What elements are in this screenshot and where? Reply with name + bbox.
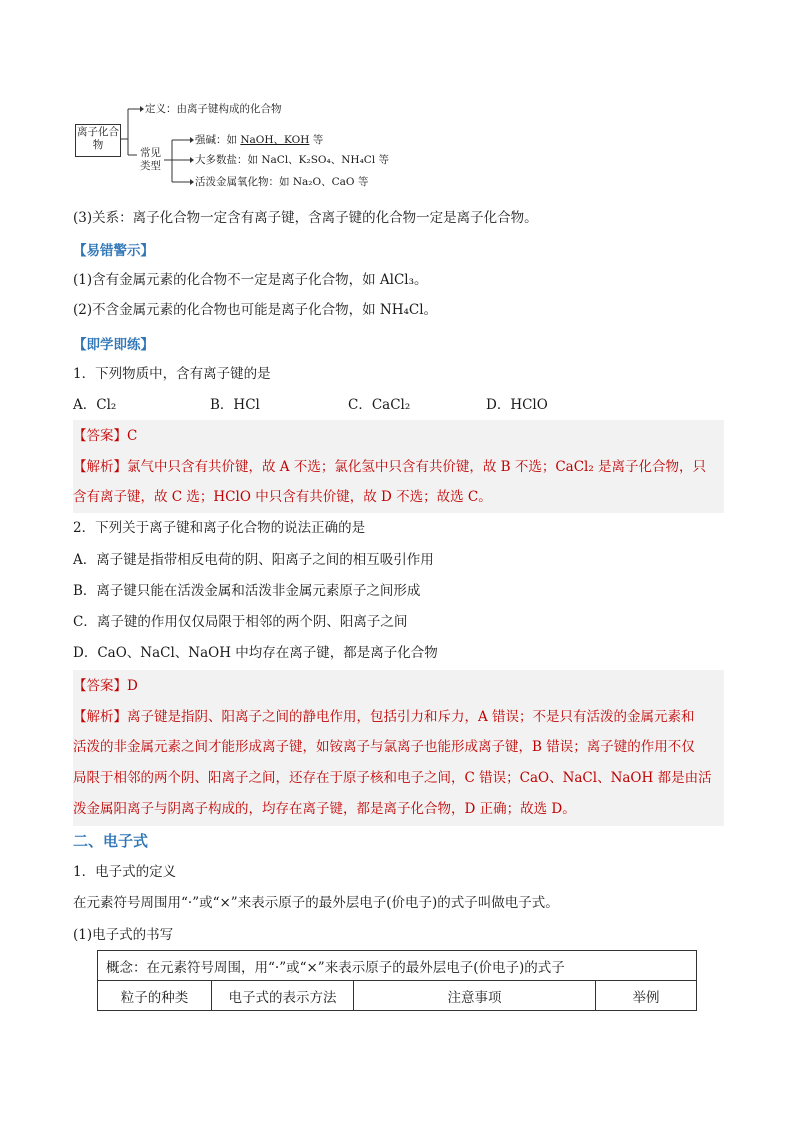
q2-analysis-line: 局限于相邻的两个阴、阳离子之间，还存在于原子核和电子之间，C 错误；CaO、NaCl、NaOH 都是由活 <box>73 770 712 786</box>
q1-option-b: B．HCl <box>210 397 260 413</box>
q1-option-c: C．CaCl₂ <box>348 397 411 413</box>
question-1-stem: 1．下列物质中，含有离子键的是 <box>73 366 271 382</box>
diagram-types-label: 常见类型 <box>140 147 161 172</box>
table-header-representation: 电子式的表示方法 <box>212 981 354 1011</box>
q2-answer-block <box>73 670 724 826</box>
q1-option-d: D．HClO <box>486 397 548 413</box>
warning-item: (2)不含金属元素的化合物也可能是离子化合物，如 NH₄Cl。 <box>73 302 438 318</box>
q2-analysis-line: 泼金属阳离子与阴离子构成的，均存在离子键，都是离子化合物，D 正确；故选 D。 <box>73 801 576 817</box>
diagram-type-strong-base: 强碱：如 NaOH、KOH 等 <box>195 134 324 146</box>
diagram-type-salts: 大多数盐：如 NaCl、K₂SO₄、NH₄Cl 等 <box>195 154 390 166</box>
q1-analysis-line: 【解析】氯气中只含有共价键，故 A 不选；氯化氢中只含有共价键，故 B 不选；CaCl₂ 是离子化合物，只 <box>73 459 707 475</box>
q2-option-c: C．离子键的作用仅仅局限于相邻的两个阴、阳离子之间 <box>73 614 408 630</box>
warning-title: 【易错警示】 <box>73 243 154 259</box>
table-header-notes: 注意事项 <box>354 981 596 1011</box>
diagram-definition: 定义：由离子键构成的化合物 <box>145 103 282 115</box>
relation-statement: (3)关系：离子化合物一定含有离子键，含离子键的化合物一定是离子化合物。 <box>73 210 538 226</box>
question-2-stem: 2．下列关于离子键和离子化合物的说法正确的是 <box>73 520 366 536</box>
section-2-sub1: 1．电子式的定义 <box>73 864 177 880</box>
diagram-type-metal-oxides: 活泼金属氧化物：如 Na₂O、CaO 等 <box>195 176 369 188</box>
q2-option-a: A．离子键是指带相反电荷的阴、阳离子之间的相互吸引作用 <box>73 552 434 568</box>
table-concept-cell: 概念：在元素符号周围，用“·”或“×”来表示原子的最外层电子(价电子)的式子 <box>98 951 697 981</box>
q1-answer: 【答案】C <box>73 428 138 444</box>
practice-title: 【即学即练】 <box>73 337 154 353</box>
q1-option-a: A．Cl₂ <box>73 397 117 413</box>
diagram-brackets <box>0 0 794 200</box>
section-2-definition: 在元素符号周围用“·”或“×”来表示原子的最外层电子(价电子)的式子叫做电子式。 <box>73 895 559 911</box>
section-2-heading: 二、电子式 <box>73 832 149 850</box>
q2-option-d: D．CaO、NaCl、NaOH 中均存在离子键，都是离子化合物 <box>73 645 438 661</box>
electron-formula-table <box>97 950 697 1011</box>
table-header-particle-type: 粒子的种类 <box>98 981 212 1011</box>
q2-analysis-line: 活泼的非金属元素之间才能形成离子键，如铵离子与氯离子也能形成离子键，B 错误；离子键的作用不仅 <box>73 739 695 755</box>
q2-answer: 【答案】D <box>73 678 138 694</box>
warning-item: (1)含有金属元素的化合物不一定是离子化合物，如 AlCl₃。 <box>73 272 428 288</box>
q1-answer-block <box>73 420 724 513</box>
table-header-examples: 举例 <box>596 981 697 1011</box>
q1-analysis-line: 含有离子键，故 C 选；HClO 中只含有共价键，故 D 不选；故选 C。 <box>73 489 492 505</box>
diagram-root-label: 离子化合物 <box>77 126 119 151</box>
section-2-sub2: (1)电子式的书写 <box>73 927 174 943</box>
q2-option-b: B．离子键只能在活泼金属和活泼非金属元素原子之间形成 <box>73 583 421 599</box>
q2-analysis-line: 【解析】离子键是指阴、阳离子之间的静电作用，包括引力和斥力，A 错误；不是只有活泼的金属元素和 <box>73 709 695 725</box>
